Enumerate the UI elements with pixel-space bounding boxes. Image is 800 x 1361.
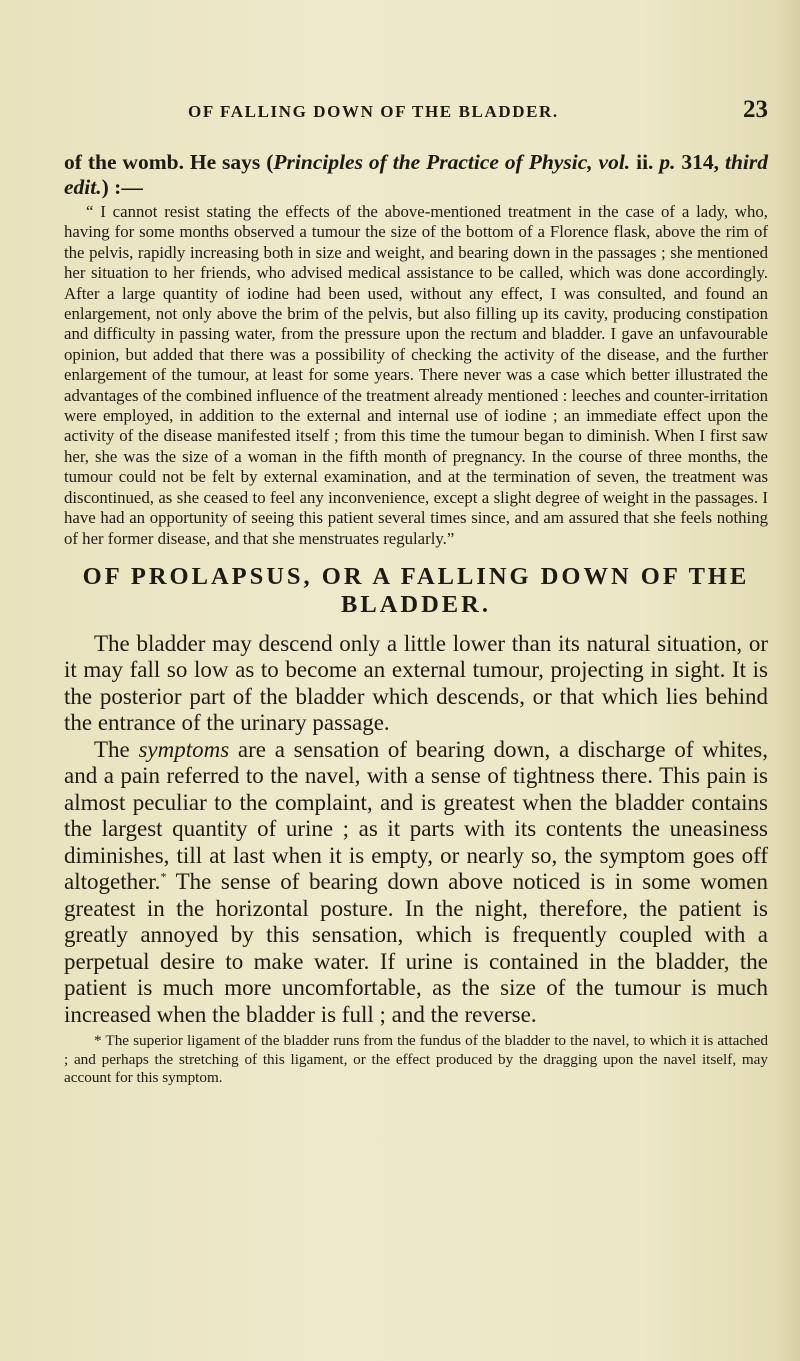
page-body: [64, 150, 768, 1087]
paragraph-1: The bladder may descend only a little lower than its natural situation, or it may fall so low as to become an external tumour, projecting in sight. It is the posterior part of the bladder which descends, or that which lies behind the entrance of the urinary passage.: [64, 630, 768, 736]
lead-text-mid: ii.: [630, 150, 660, 174]
lead-edition: third edit.: [64, 150, 769, 199]
lead-paragraph: [64, 150, 768, 200]
footnote: * The superior ligament of the bladder runs from the fundus of the bladder to the navel, to which it is attached ; and perhaps the stretching of this ligament, or the effect produced by the dragging upon the navel itself, may account for this symptom.: [64, 1032, 768, 1086]
running-head: OF FALLING DOWN OF THE BLADDER.: [188, 102, 559, 121]
paragraph-2-intro: The: [94, 736, 139, 762]
quoted-passage: “ I cannot resist stating the effects of the above-mentioned treatment in the case of a lady, who, having for some months observed a tumour the size of the bottom of a Florence flask, above the rim of the pelvis, rapidly increasing both in size and weight, and bearing down in the passages ; she mentioned her situation to her friends, who advised medical assistance to be called, which was done accordingly. After a large quantity of iodine had been used, without any effect, I was consulted, and found an enlargement, not only above the brim of the pelvis, but also filling up its cavity, producing constipation and difficulty in passing water, from the pressure upon the rectum and bladder. I gave an unfavourable opinion, but added that there was a possibility of checking the activity of the disease, and the further enlargement of the tumour, at least for some years. There never was a case which better illustrated the advantages of the combined influence of the treatment already mentioned : leeches and counter-irritation were employed, in addition to the external and internal use of iodine ; an immediate effect upon the activity of the disease manifested itself ; from this time the tumour began to diminish. When I first saw her, she was the size of a woman in the fifth month of pregnancy. In the course of three months, the tumour could not be felt by external examination, and at the termination of seven, the treatment was discontinued, as she ceased to feel any inconvenience, except a slight degree of weight in the passages. I have had an opportunity of seeing this patient several times since, and am assured that she feels nothing of her former disease, and that she menstruates regularly.”: [64, 202, 768, 548]
lead-text-after: ) :—: [101, 175, 143, 199]
paragraph-2: [64, 737, 768, 1029]
symptoms-term: symptoms: [138, 736, 230, 762]
page-number: 23: [743, 96, 768, 123]
lead-text-page: 314,: [675, 150, 725, 174]
paragraph-2-text-b: The sense of bearing down above noticed is in some women greatest in the horizontal posture. In the night, therefore, the patient is greatly annoyed by this sensation, which is frequently coupled with a perpetual desire to make water. If urine is contained in the bladder, the patient is much more uncomfortable, as the size of the tumour is much increased when the bladder is full ; and the reverse.: [64, 869, 768, 1027]
lead-text-before: of the womb. He says (: [64, 150, 274, 174]
lead-citation-title: Principles of the Practice of Physic, vol.: [273, 150, 631, 174]
paragraph-2-text-a: are a sensation of bearing down, a discharge of whites, and a pain referred to the navel, with a sense of tightness there. This pain is almost peculiar to the complaint, and is greatest when the bladder contains the largest quantity of urine ; as it parts with its contents the uneasiness diminishes, till at last when it is empty, or nearly so, the symptom goes off altogether.: [64, 736, 768, 895]
section-heading: OF PROLAPSUS, OR A FALLING DOWN OF THE BLADDER.: [82, 562, 750, 618]
footnote-mark: *: [160, 869, 167, 884]
lead-page-abbrev: p.: [659, 150, 676, 174]
